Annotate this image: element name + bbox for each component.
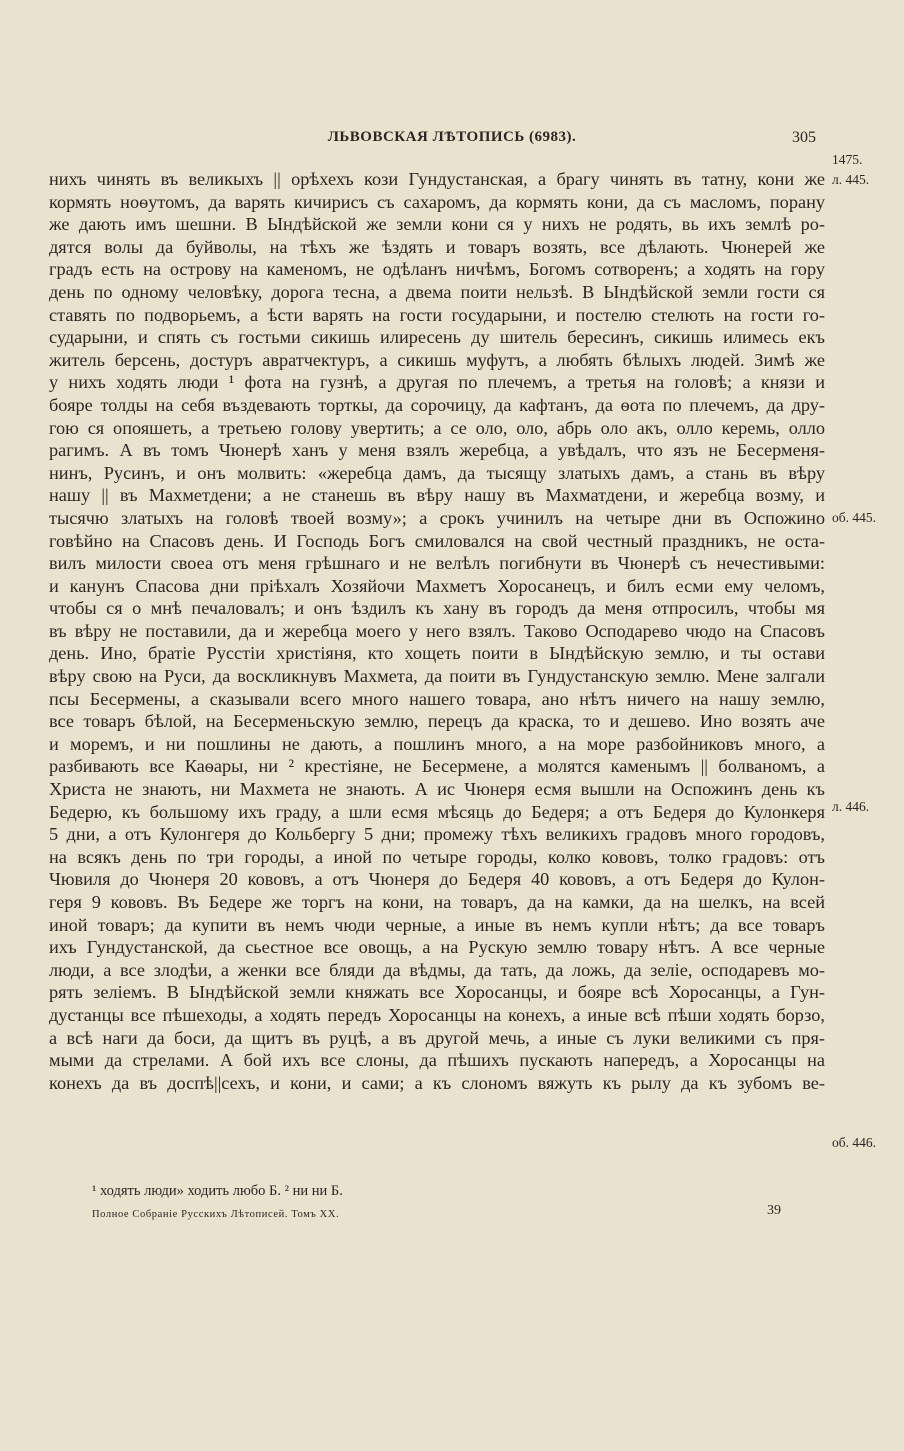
page-number: 305 bbox=[792, 129, 816, 146]
text-line: кормять ноѳутомъ, да варять кичирисъ съ сахаромъ, да кормять кони, да съ масломъ, порану bbox=[49, 191, 825, 212]
text-line: люди, а все злодѣи, а женки все бляди да вѣдмы, да тать, да ложь, да зелiе, осподаревъ мо- bbox=[49, 959, 825, 980]
text-line: геря 9 кововъ. Въ Бедере же торгъ на кони, на товаръ, да на камки, да на шелкъ, на всей bbox=[49, 892, 825, 912]
text-line: конехъ да въ доспѣ||сехъ, и кони, и сами; а къ слономъ вяжуть къ рылу да къ зубомъ ве- bbox=[49, 1072, 825, 1093]
text-line: Бедерю, къ большому ихъ граду, а шли есмя мѣсяць до Бедеря; а отъ Бедеря до Кулонкеря bbox=[49, 801, 825, 822]
text-line: въ вѣру не поставили, да и жеребца моего у него взялъ. Таково Осподарево чюдо на Спасовъ bbox=[49, 620, 825, 641]
text-line: гою ся опояшеть, а третьею голову увертить; а се оло, оло, абрь оло акъ, олло керемь, олло bbox=[49, 417, 825, 438]
margin-folio-note: л. 445. bbox=[832, 172, 870, 187]
signature-mark: 39 bbox=[767, 1203, 781, 1218]
text-line: Христа не знають, ни Махмета не знають. А ис Чюнеря есмя вышли на Оспожинъ день къ bbox=[49, 779, 825, 800]
text-line: вѣру свою на Руси, да воскликнувъ Махмета, да поити въ Гундустанскую землю. Мене залгали bbox=[49, 666, 825, 687]
footnotes: ¹ ходять люди» ходить любо Б. ² ни ни Б. bbox=[92, 1183, 343, 1199]
text-line: у нихъ ходять люди ¹ фота на гузнѣ, а другая по плечемъ, а третья на головѣ; а князи и bbox=[49, 372, 825, 393]
text-line: день по одному человѣку, дорога тесна, а двема поити нельзѣ. В Ындѣйской земли гости ся bbox=[49, 281, 825, 302]
text-line: рять зелiемъ. В Ындѣйской земли княжать все Хоросанцы, и бояре всѣ Хоросанцы, а Гун- bbox=[49, 982, 825, 1003]
text-line: дятся волы да буйволы, на тѣхъ же ѣздять и товаръ возять, все дѣлають. Чюнерей же bbox=[49, 236, 825, 257]
text-line: мыми да стрелами. А бой ихъ все слоны, да пѣшихъ пускають напередъ, а Хоросанцы на bbox=[49, 1050, 825, 1071]
imprint: Полное Собранiе Русскихъ Лѣтописей. Томъ XX. bbox=[92, 1209, 340, 1220]
text-line: все товаръ бѣлой, на Бесерменьскую землю, перецъ да краска, то и дешево. Ино возять аче bbox=[49, 711, 825, 732]
margin-folio-note: л. 446. bbox=[832, 799, 870, 814]
text-line: говѣйно на Спасовъ день. И Господь Богъ смиловался на свой честный праздникъ, не оста- bbox=[49, 530, 825, 551]
text-line: чтобы ся о мнѣ печаловалъ; и онъ ѣздилъ къ хану въ городъ да меня отпросилъ, чтобы мя bbox=[49, 598, 825, 619]
text-line: разбивають все Каѳары, ни ² крестiяне, не Бесермене, а молятся каменымъ || болваномъ, а bbox=[49, 756, 825, 777]
margin-year: 1475. bbox=[832, 152, 863, 167]
text-line: псы Бесермены, а сказывали всего много нашего товара, ано нѣтъ ничего на нашу землю, bbox=[49, 688, 825, 709]
text-line: же дають имъ шешни. В Ындѣйской же земли кони ся у нихъ не родять, вь ихъ землѣ ро- bbox=[49, 214, 825, 235]
text-line: сударыни, и спять съ гостьми сикишь илиресень ду шитель бересинъ, сикишь илимесь екъ bbox=[49, 327, 825, 348]
text-line: рагимъ. А въ томъ Чюнерѣ ханъ у меня взялъ жеребца, а увѣдалъ, что язъ не Бесерменя- bbox=[49, 440, 825, 461]
text-line: и канунъ Спасова дни прiѣхалъ Хозяйочи Махметъ Хоросанецъ, и билъ есми ему челомъ, bbox=[49, 575, 825, 596]
text-line: Чювиля до Чюнеря 20 кововъ, а отъ Чюнеря до Бедеря 40 кововъ, а отъ Бедеря до Кулон- bbox=[49, 869, 825, 890]
text-line: нинъ, Русинъ, и онъ молвить: «жеребца дамъ, да тысящу златыхъ дамъ, а стань въ вѣру bbox=[49, 462, 825, 483]
text-line: 5 дни, а отъ Кулонгеря до Кольбергу 5 дни; промежу тѣхъ великихъ градовъ много городовъ, bbox=[49, 824, 825, 845]
text-line: и моремъ, и ни пошлины не дають, а пошлинъ много, а на море разбойниковъ много, а bbox=[49, 733, 825, 754]
text-line: вилъ милости своеа отъ меня грѣшнаго и не велѣлъ погибнути въ Чюнерѣ съ нечестивыми: bbox=[49, 553, 825, 574]
text-line: житель берсень, достуръ авратчектуръ, а сикишь муфутъ, а любять бѣлыхъ людей. Зимѣ же bbox=[49, 349, 825, 370]
text-line: иной товаръ; да купити въ немъ чюди черные, а иные въ немъ купли нѣтъ; да все товаръ bbox=[49, 914, 825, 935]
text-line: бояре толды на себя въздевають торткы, да сорочицу, да кафтанъ, да ѳота по плечемъ, да дру- bbox=[49, 394, 825, 415]
running-title: ЛЬВОВСКАЯ ЛѢТОПИСЬ (6983). bbox=[327, 129, 577, 145]
text-line: дустанцы все пѣшеходы, а ходять передъ Хоросанцы на конехъ, а иные всѣ пѣши ходять борзо, bbox=[49, 1004, 825, 1025]
text-line: ставять по подворьемъ, а ѣсти варять на гости государыни, и постелю стелють на гости го- bbox=[49, 304, 825, 325]
text-line: градъ есть на острову на каменомъ, не одѣланъ ничѣмъ, Богомъ сотворенъ; а ходять на гору bbox=[49, 259, 825, 280]
text-line: на всякъ день по три городы, а иной по четыре городы, колко кововъ, толко градовъ: отъ bbox=[49, 846, 825, 867]
text-line: нашу || въ Махметдени; а не станешь въ вѣру нашу въ Махматдени, и жеребца возму, и bbox=[49, 485, 825, 506]
margin-folio-note: об. 446. bbox=[832, 1135, 876, 1150]
body-text bbox=[49, 168, 825, 1094]
text-line: тысячю златыхъ на головѣ твоей возму»; а срокъ учинилъ на четыре дни въ Оспожино bbox=[49, 507, 825, 528]
margin-folio-note: об. 445. bbox=[832, 510, 876, 525]
text-line: а всѣ наги да боси, да щитъ въ руцѣ, а въ другой мечь, а иные съ луки великими съ пря- bbox=[49, 1027, 825, 1048]
text-line: нихъ чинять въ великыхъ || орѣхехъ кози Гундустанская, а брагу чинять въ татну, кони же bbox=[49, 169, 825, 189]
text-line: ихъ Гундустанской, да сьестное все овощь, а на Рускую землю товару нѣтъ. А все черные bbox=[49, 937, 825, 958]
text-line: день. Ино, братiе Русстiи христiяня, кто хощеть поити в Ындѣйскую землю, и ты остави bbox=[49, 643, 825, 664]
